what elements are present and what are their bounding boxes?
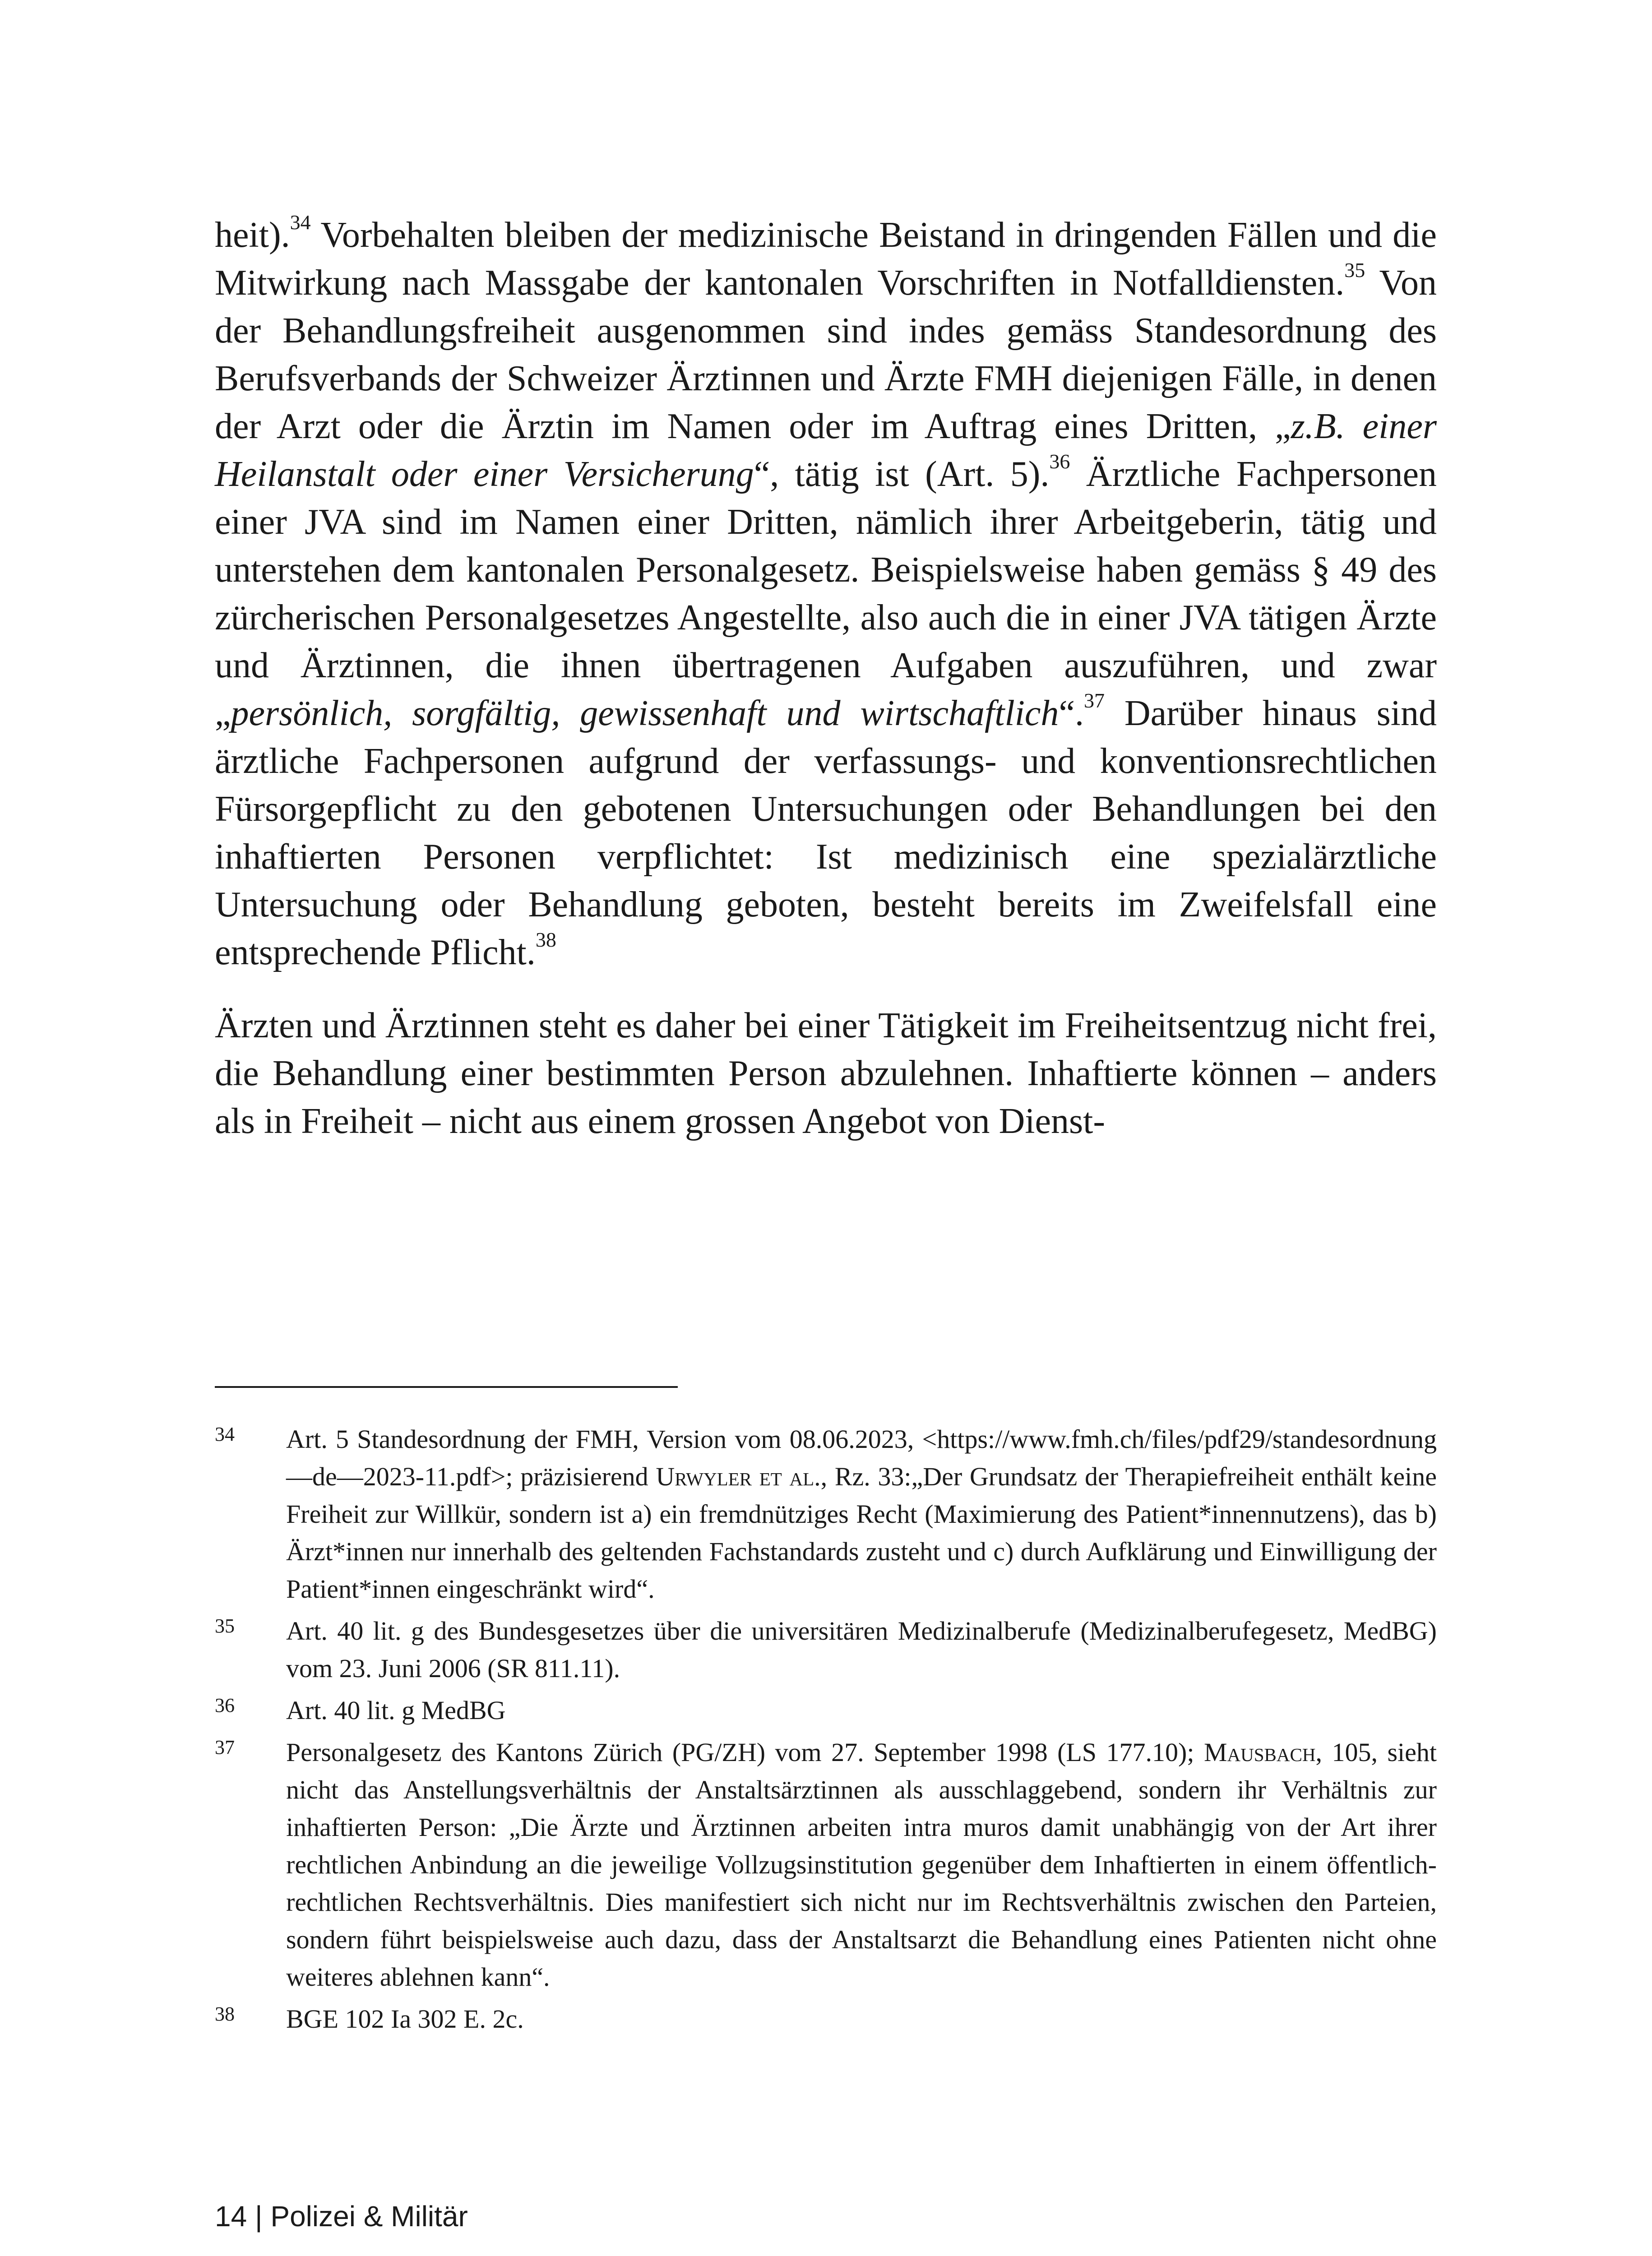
text-run: BGE 102 Ia 302 E. 2c. <box>286 2004 524 2034</box>
footnote-text <box>286 1692 1437 1729</box>
footnote-text <box>286 1612 1437 1687</box>
footnote-number: 36 <box>215 1694 235 1716</box>
footnote-number: 35 <box>215 1615 235 1637</box>
paragraph-1 <box>215 211 1437 976</box>
italic-quote: z.B. einer Heilanstalt oder einer Versicherung <box>215 407 1437 494</box>
footnote-text <box>286 1420 1437 1608</box>
text-run: Ärztliche Fachpersonen einer JVA sind im Namen einer Dritten, nämlich ihrer Arbeitgeberin, tätig und unterstehen dem kantonalen Personalgesetz. Beispielsweise haben gemäss § 49 des zürcherischen Personalgesetzes Angestellte, also auch die in einer JVA tätigen Ärzte und Ärztinnen, die ihnen übertragenen Aufgaben auszuführen, und zwar „ <box>215 454 1437 733</box>
author-name: Urwyler et al. <box>656 1462 821 1491</box>
text-run: , Rz. 33:„Der Grundsatz der Therapiefreiheit enthält keine Freiheit zur Willkür, sondern ist a) ein fremdnütziges Recht (Maximierung des Patient*innennutzens), das b) Ärzt*innen nur innerhalb des geltenden Fachstandards zusteht und c) durch Aufklärung und Einwilligung der Patient*innen eingeschränkt wird“. <box>286 1462 1437 1604</box>
text-run: , 105, sieht nicht das Anstellungsverhältnis der Anstaltsärztinnen als ausschlaggebend, sondern ihr Verhältnis zur inhaftierten Person: „Die Ärzte und Ärztinnen arbeiten intra muros damit unabhängig von der Art ihrer rechtlichen Anbindung an die jeweilige Vollzugsinstitution gegenüber dem Inhaftierten in einem öffentlich-rechtlichen Rechtsverhältnis. Dies manifestiert sich nicht nur im Rechtsverhältnis zwischen den Parteien, sondern führt beispielsweise auch dazu, dass der Anstaltsarzt die Behandlung eines Patienten nicht ohne weiteres ablehnen kann“. <box>286 1738 1437 1992</box>
text-run: “, tätig ist (Art. 5). <box>754 454 1050 494</box>
text-run: Art. 5 Standesordnung der FMH, Version vom 08.06.2023, <https://www.fmh.ch/files/pdf29/standesordnung—de—2023-11.pdf>; präzisierend <box>286 1424 1437 1491</box>
footnote-text <box>286 2000 1437 2038</box>
text-run: Vorbehalten bleiben der medizinische Beistand in dringenden Fällen und die Mitwirkung nach Massgabe der kantonalen Vorschriften in Notfalldiensten. <box>215 215 1437 303</box>
text-run: Personalgesetz des Kantons Zürich (PG/ZH) vom 27. September 1998 (LS 177.10); <box>286 1738 1204 1767</box>
footnote-number: 38 <box>215 2003 235 2025</box>
text-run: heit). <box>215 215 290 255</box>
footnote-text <box>286 1734 1437 1996</box>
text-run: Von der Behandlungsfreiheit ausgenommen sind indes gemäss Standesordnung des Berufsverbands der Schweizer Ärztinnen und Ärzte FMH diejenigen Fälle, in denen der Arzt oder die Ärztin im Namen oder im Auftrag eines Dritten, „ <box>215 263 1437 446</box>
footnote <box>215 1612 1437 1687</box>
italic-quote: persönlich, sorgfältig, gewissenhaft und wirtschaftlich <box>231 693 1059 733</box>
footnote-separator <box>215 1386 678 1388</box>
text-run: Darüber hinaus sind ärztliche Fachpersonen aufgrund der verfassungs- und konventionsrechtlichen Fürsorgepflicht zu den gebotenen Untersuchungen oder Behandlungen bei den inhaftierten Personen verpflichtet: Ist medizinisch eine spezialärztliche Untersuchung oder Behandlung geboten, besteht bereits im Zweifelsfall eine entsprechende Pflicht. <box>215 693 1437 972</box>
footnote-number: 37 <box>215 1736 235 1758</box>
text-run: Art. 40 lit. g des Bundesgesetzes über die universitären Medizinalberufe (Medizinalberufegesetz, MedBG) vom 23. Juni 2006 (SR 811.11). <box>286 1616 1437 1683</box>
footnote <box>215 1420 1437 1608</box>
text-run: Art. 40 lit. g MedBG <box>286 1696 506 1725</box>
author-name: Mausbach <box>1203 1738 1316 1767</box>
footnote-number: 34 <box>215 1423 235 1445</box>
text-run: “. <box>1059 693 1084 733</box>
footnote-reference: 38 <box>535 928 556 951</box>
footnote-reference: 35 <box>1344 258 1365 282</box>
footnote-reference: 34 <box>290 210 311 234</box>
main-text <box>215 211 1437 1145</box>
page-footer: 14 | Polizei & Militär <box>215 2200 468 2233</box>
text-run: Ärzten und Ärztinnen steht es daher bei einer Tätigkeit im Freiheitsentzug nicht frei, die Behandlung einer bestimmten Person abzulehnen. Inhaftierte können – anders als in Freiheit – nicht aus einem grossen Angebot von Dienst- <box>215 1006 1437 1141</box>
footnote-reference: 37 <box>1083 689 1105 712</box>
footnote <box>215 1692 1437 1729</box>
footnotes <box>215 1420 1437 2042</box>
footnote <box>215 1734 1437 1996</box>
footnote <box>215 2000 1437 2038</box>
footnote-reference: 36 <box>1049 449 1070 473</box>
paragraph-2 <box>215 1002 1437 1145</box>
